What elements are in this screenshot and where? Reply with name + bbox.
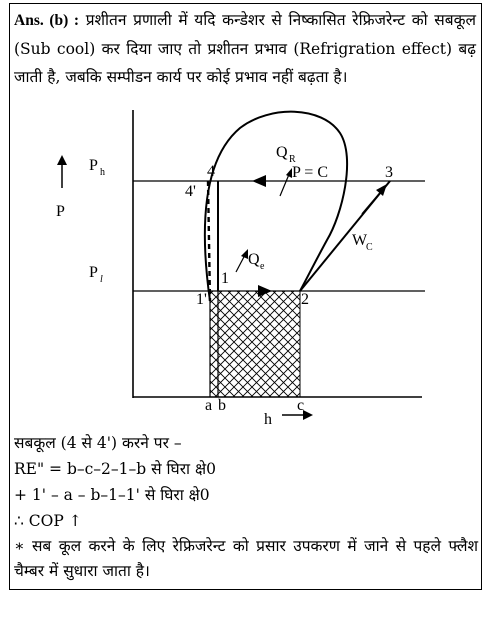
answer-label: Ans. (b) : [14,12,80,29]
wc-label: W [352,232,368,249]
area-line: + 1' – a – b–1–1' से घिरा क्षे0 [14,486,210,504]
pl-label: P [89,264,98,281]
point-b-label: b [218,397,226,414]
qe-label: Q [248,251,260,268]
cop-line: ∴ COP ↑ [14,512,82,530]
qr-subscript: R [289,154,296,165]
point-1p-label: 1' [196,291,207,308]
re-line: RE" = b–c–2–1–b से घिरा क्षे0 [14,460,216,478]
point-c-label: c [297,397,305,414]
qr-label: Q [276,144,288,161]
footnote: ∗ सब कूल करने के लिए रेफ्रिजरेन्ट को प्रसार उपकरण में जाने से पहले फ्लैश चैम्बर में सुधारा जाता है। [14,537,478,580]
qe-arrow-head [241,249,248,259]
qr-arrow-head [252,175,266,187]
point-2-label: 2 [301,291,309,308]
point-1-label: 1 [221,270,229,287]
x-axis-label: h [264,411,272,428]
hatched-area [210,291,300,397]
answer-text: प्रशीतन प्रणाली में यदि कन्डेशर से निष्कासित रेफ्रिजरेन्ट को सबकूल (Sub cool) कर दिया जाए तो प्रशीतन प्रभाव (Refrigration effect) बढ़ जाती है, जबकि सम्पीडन कार्य पर कोई प्रभाव नहीं बढ़ता है। [14,11,477,86]
x-axis-arrow-head [303,410,313,420]
point-4-label: 4 [207,163,215,180]
pc-label: P = C [292,164,328,181]
point-3-label: 3 [385,164,393,181]
point-4p-label: 4' [185,183,196,200]
subcool-line: सबकूल (4 से 4') करने पर – [14,434,182,452]
y-axis-arrow-head [57,155,67,165]
ph-subscript: h [100,167,105,178]
point-a-label: a [205,397,213,414]
explanation [14,430,478,584]
wc-subscript: C [366,242,373,253]
pl-subscript: l [100,274,103,285]
compression-arrow-head [376,184,387,196]
y-axis-label: P [56,203,65,220]
ph-label: P [89,157,98,174]
qe-subscript: e [260,261,265,272]
